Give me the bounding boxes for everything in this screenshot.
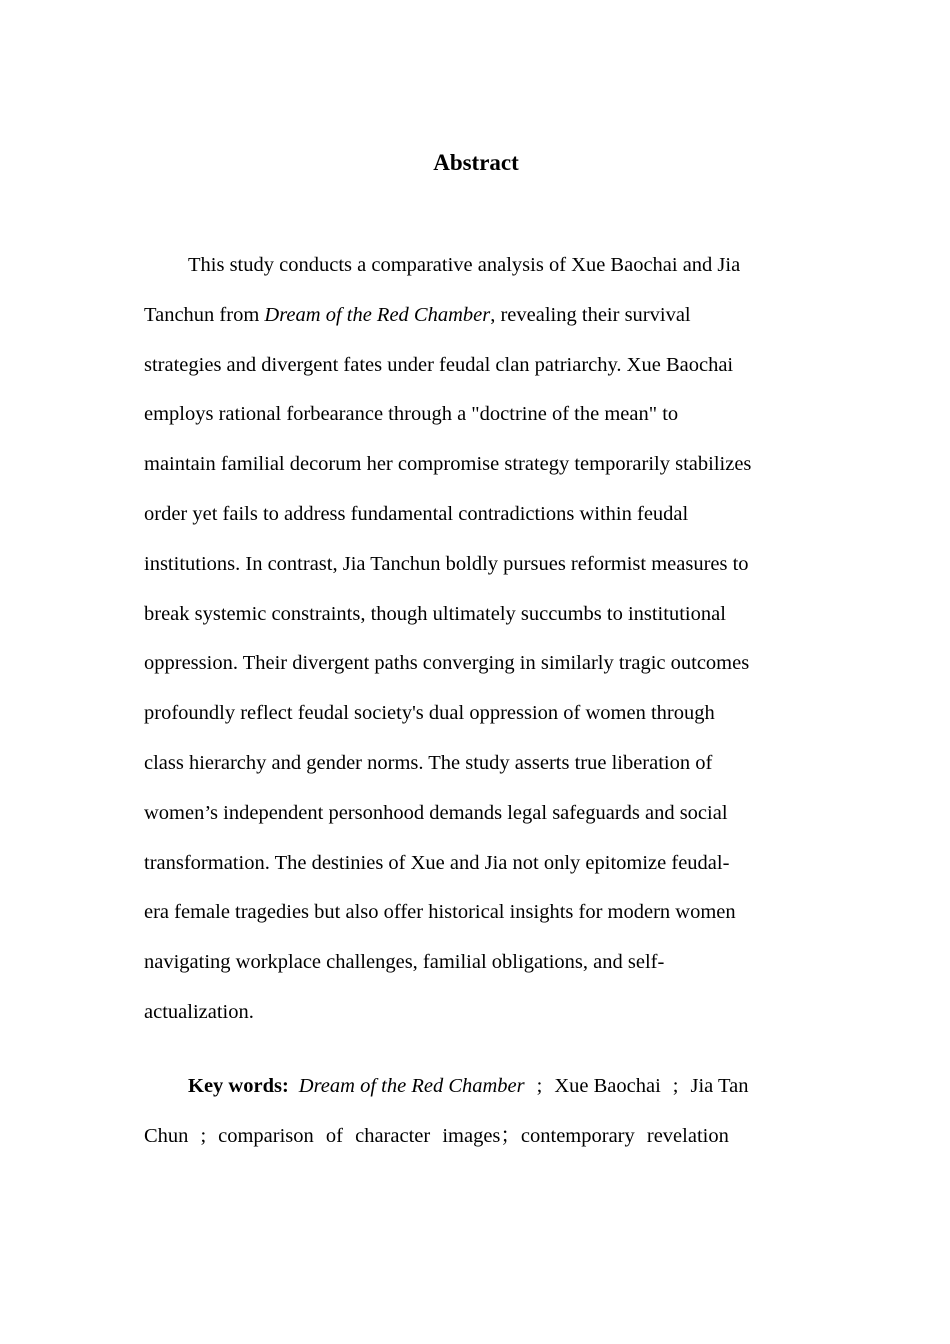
keyword: contemporary revelation	[520, 1125, 729, 1147]
abstract-line: women’s independent personhood demands legal safeguards and social	[144, 801, 728, 824]
abstract-line: actualization.	[144, 1000, 254, 1023]
abstract-line: strategies and divergent fates under feudal clan patriarchy. Xue Baochai	[144, 353, 734, 376]
abstract-line: navigating workplace challenges, familial obligations, and self-	[144, 951, 665, 974]
keyword: Chun	[144, 1125, 189, 1147]
abstract-line-text: Tanchun from	[144, 303, 265, 326]
abstract-line	[144, 299, 808, 349]
abstract-line: employs rational forbearance through a "doctrine of the mean" to	[144, 403, 679, 426]
abstract-line: This study conducts a comparative analysis of Xue Baochai and Jia	[188, 254, 741, 276]
keyword-separator: ;	[200, 1125, 207, 1147]
abstract-line: oppression. Their divergent paths converging in similarly tragic outcomes	[144, 652, 750, 675]
keyword: Xue Baochai	[554, 1075, 661, 1097]
abstract-line: transformation. The destinies of Xue and Jia not only epitomize feudal-	[144, 851, 730, 874]
keyword-separator: ;	[536, 1075, 543, 1097]
keyword: comparison of character images	[218, 1125, 501, 1147]
keywords-line	[144, 1070, 808, 1120]
abstract-line: maintain familial decorum her compromise strategy temporarily stabilizes	[144, 453, 752, 476]
abstract-line: break systemic constraints, though ultimately succumbs to institutional	[144, 602, 726, 625]
abstract-line: institutions. In contrast, Jia Tanchun boldly pursues reformist measures to	[144, 552, 749, 575]
keyword-book-title: Dream of the Red Chamber	[298, 1075, 525, 1097]
abstract-line: profoundly reflect feudal society's dual oppression of women through	[144, 702, 715, 725]
abstract-line: era female tragedies but also offer historical insights for modern women	[144, 901, 736, 924]
abstract-line-text: , revealing their survival	[490, 303, 691, 326]
keyword-separator: ;	[672, 1075, 679, 1097]
keywords-section	[144, 1070, 808, 1170]
book-title: Dream of the Red Chamber	[264, 303, 491, 326]
keywords-line	[144, 1120, 808, 1170]
page-title: Abstract	[433, 150, 519, 175]
keywords-label: Key words:	[188, 1075, 289, 1097]
abstract-line: class hierarchy and gender norms. The study asserts true liberation of	[144, 751, 713, 774]
keyword-separator: ；	[500, 1125, 521, 1147]
abstract-body	[144, 249, 808, 1046]
keyword: Jia Tan	[690, 1075, 749, 1097]
abstract-line: order yet fails to address fundamental contradictions within feudal	[144, 502, 689, 525]
